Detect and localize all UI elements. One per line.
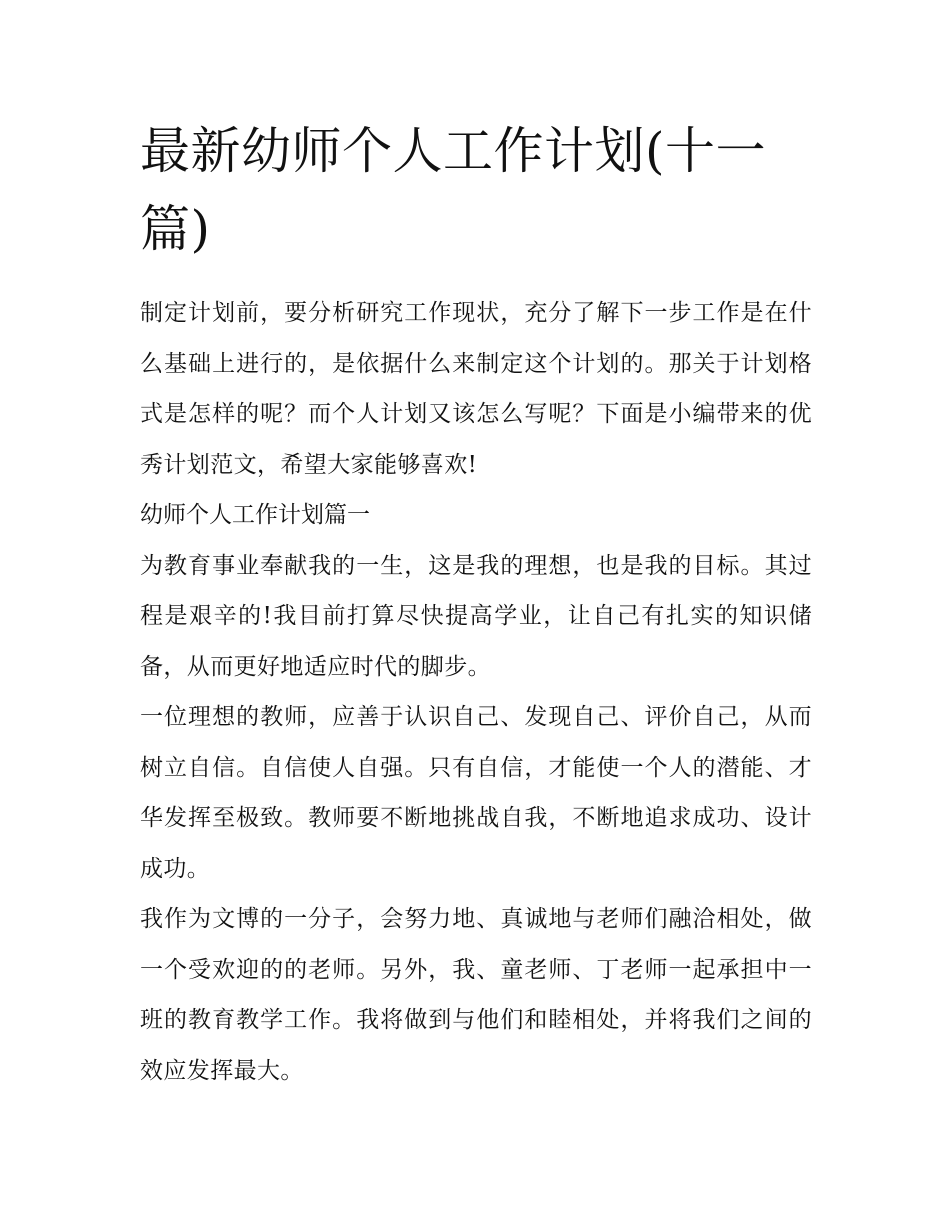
- document-body: [140, 112, 812, 1096]
- body-paragraph: 一位理想的教师，应善于认识自己、发现自己、评价自己，从而树立自信。自信使人自强。只有自信，才能使一个人的潜能、才华发挥至极致。教师要不断地挑战自我，不断地追求成功、设计成功。: [140, 704, 812, 882]
- body-paragraph: 为教育事业奉献我的一生，这是我的理想，也是我的目标。其过程是艰辛的!我目前打算尽快提高学业，让自己有扎实的知识储备，从而更好地适应时代的脚步。: [140, 552, 812, 680]
- section-heading: 幼师个人工作计划篇一: [140, 502, 370, 528]
- document-title: 最新幼师个人工作计划(十一篇): [140, 122, 767, 258]
- intro-paragraph: 制定计划前，要分析研究工作现状，充分了解下一步工作是在什么基础上进行的，是依据什么来制定这个计划的。那关于计划格式是怎样的呢？而个人计划又该怎么写呢？下面是小编带来的优秀计划范文，希望大家能够喜欢!: [140, 300, 812, 478]
- body-paragraph: 我作为文博的一分子，会努力地、真诚地与老师们融洽相处，做一个受欢迎的的老师。另外，我、童老师、丁老师一起承担中一班的教育教学工作。我将做到与他们和睦相处，并将我们之间的效应发挥最大。: [140, 906, 812, 1084]
